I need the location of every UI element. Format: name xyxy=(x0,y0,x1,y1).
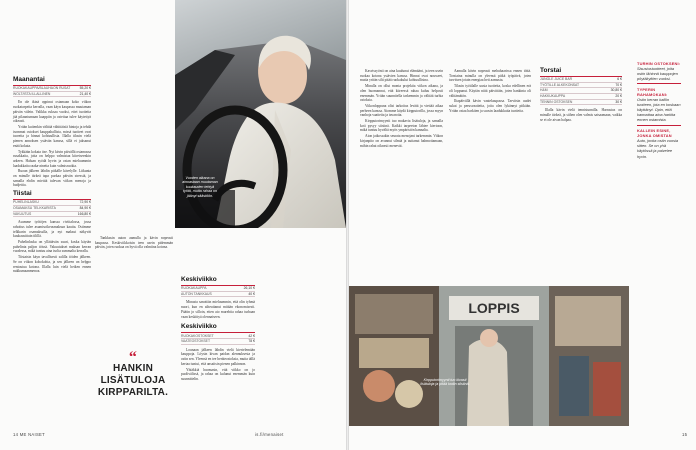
section-rule xyxy=(13,85,91,86)
left-column-1 xyxy=(13,78,91,275)
section-title-tuesday: Tiistai xyxy=(13,190,32,198)
section-rule xyxy=(181,332,255,333)
photo-woman-in-car xyxy=(175,0,346,228)
quote-mark-icon: “ xyxy=(128,349,138,366)
body-paragraph: Ruoan jälkeen lähdin pitkälle kävelylle. Liikunta on minulle tärkeä tapa purkaa päivän stressiä, ja samalla ehdin miettiä tulevan viikon menoja ja budjettia. xyxy=(13,169,91,188)
section-title-wednesday-2: Keskiviikko xyxy=(181,323,217,331)
body-paragraph: Puhelinlasku on yllättävän suuri, koska käytän puhelinta paljon töissä. Vakuutukset maksan kerran vuodessa, mikä tuntuu aina isolta summalta kerralla. xyxy=(13,240,91,254)
price-row: PUHELINLASKU 72,90 € xyxy=(13,200,91,205)
right-column-3 xyxy=(540,69,622,123)
footer-page-number-left: 14 ME NAISET xyxy=(13,432,45,437)
price-row: RUOKAKAUPPA 26,10 € xyxy=(181,286,255,291)
sidebar-label: KALLEIN ESINE, JONKA OMISTAN xyxy=(637,128,672,139)
sidebar-label: TYPERIN RAHAMOKANI: xyxy=(637,86,668,97)
body-paragraph: Lounaan jälkeen lähdin vielä kiertelemään kauppoja. Löysin kivan paidan alennuksesta ja ostin sen. Yleensä en tee heräteostoksia, mutta tällä kertaa tuntui, että ansaitsin pienen palkinnon. xyxy=(181,347,255,366)
body-paragraph: Tankkasin auton aamulla ja kävin nopeasti kaupassa. Keskiviikkoisin teen usein pidemmän päivän, joten ruokaa on hyvä olla valmiina kotona. xyxy=(95,236,173,250)
section-title-monday: Maanantai xyxy=(13,76,45,83)
body-paragraph: Minusta sanottiin mieluummin, että olin tyhmä nuori, kun en aiheuttanut mitään ekonomisesti. Päätin jo silloin, etten aio murehtia rahaa turhaan vaan keskittyä olennaiseen. xyxy=(181,300,255,319)
price-row: TYÖTILLE ALKEKONSAT 70 € xyxy=(540,82,622,87)
left-column-3 xyxy=(181,236,255,383)
price-row: JUNGLE JUICE BAR 6 € xyxy=(540,77,622,82)
price-row: AUTON TANKKAUS 40 € xyxy=(181,291,255,296)
price-row: HAKKUKAUPPA 20 € xyxy=(540,94,622,99)
section-rule xyxy=(181,285,255,286)
body-paragraph: Kirpputorimyynti tuo mukavia lisätuloja, ja samalla koti pysyy siistinä. Kaikki tarpeeton lähtee kiertoon, mikä tuntuu hyvältä myös ympäristön kannalta. xyxy=(360,119,443,133)
body-paragraph: Viikonloppuna olisi tarkoitus levätä ja viettää aikaa perheen kanssa. Aiomme käydä kirpputorilla, jossa myyn vanhoja vaatteita ja tavaroita. xyxy=(360,103,443,118)
body-paragraph: Iltapäivällä kävin vaatekaupassa. Tarvitsin uudet sukat ja perusvaatteita, joita olen lykännyt pitkään. Yritän ostaa harkiten ja suosin laadukkaita tuotteita. xyxy=(449,99,531,113)
pull-quote xyxy=(95,349,171,399)
body-paragraph: Tykkään kokata itse. Nyt kävin päivällä ostamassa rusakkaita, joita on helppo valmistaa kiireiseenkin arkeen. Haluan syödä hyvin ja ostan mieluummin laadukkaita raaka-aineita kuin valmisruokia. xyxy=(13,149,91,168)
body-paragraph: Kasvissyönti on aina kuulunut elämääni, ja teen usein ruokaa kotona ystävien kanssa. Hinnat ovat nousseet, mutta yritän silti pitää ruokakulut kohtuullisina. xyxy=(360,69,443,83)
price-row: VAATEOSTOKSET 78 € xyxy=(181,339,255,344)
photo-illustration xyxy=(349,286,629,426)
footer-website: is.fi/menaiset xyxy=(255,432,284,437)
body-paragraph: Illalla kävin vielä tennistunnilla. Harrastus on minulle tärkeä, ja siihen olen valmis satsaamaan, vaikka se ei ole aivan halpaa. xyxy=(540,108,622,122)
body-paragraph: Yhtäkkiä huomasin, että viikko on jo puolivälissä, ja rahaa on kulunut enemmän kuin suunnittelin. xyxy=(181,367,255,381)
section-title-thursday: Torstai xyxy=(540,67,562,74)
price-row: RUOKAKOSTOKSET 42 € xyxy=(181,333,255,338)
body-paragraph: En ole ikinä oppinut ostamaan koko viikon ruokatarpeita kerralla, vaan käyn kaupassa muutaman päivän välein. Valikka ruksaa vuoksi, ettei tuotteita jää pilaantumaan kaappiin ja ostettua tulee käytettyä oikeasti. xyxy=(13,100,91,124)
sidebar-text: Auto, jonka ostin vuosia sitten. Se on yhä käytössä ja palvelee hyvin. xyxy=(637,138,679,159)
body-paragraph: Aion jatkossakin seurata menojani tarkemmin. Viikon kirjanpito on avannut silmiä ja auttanut hahmottamaan, mihin rahat oikeasti menevät. xyxy=(360,134,443,148)
body-paragraph: Yritän kuitenkin välttää vähittäisiä hintoja ja tehdä isommat ostokset kauppahallista, missä tuotteet ovat tuoreita ja hinnat kohtuullisia. Illalla tilasin vielä pienen annoksen ystävän kanssa, sillä ei jaksanut enää kokata. xyxy=(13,125,91,148)
pull-quote-text: HANKIN LISÄTULOJA KIRPPARILTA. xyxy=(97,363,169,398)
body-paragraph: Aamulla kävin nopeasti mehubaarissa ennen töitä. Torstaina minulla on yleensä pitkä työpäivä, joten tarvitsen jotain energiaa heti aamusta. xyxy=(449,69,531,83)
sidebar-facts xyxy=(637,61,681,159)
body-paragraph: Minulla on ollut monta projektia viikon aikana, ja olen huomannut, että kiireessä rahaa kuluu helposti enemmän. Yritän suunnitella tarkemmin ja välttää turhia ostoksia. xyxy=(360,84,443,103)
right-page xyxy=(349,0,696,450)
body-paragraph: Tilasin työtilalle uusia tuotteita, koska edellinen erä oli loppunut. Käytän niitä päivittäin, joten hankinta oli välttämätön. xyxy=(449,84,531,98)
right-column-2 xyxy=(449,69,531,114)
sidebar-label: TURHIN OSTOKSENI: xyxy=(637,61,681,66)
body-paragraph: Asumme työtöjen kanssa riviitalossa, jossa rahoitus tulee asumisoikeusmaksun kautta. Ostimme telkkarin osamaksulla, ja nyt maksut näkyvät kuukausittain tilillä. xyxy=(13,220,91,239)
price-row: H&M 30,80 € xyxy=(540,88,622,93)
right-column-1 xyxy=(360,69,443,149)
price-row: OSAMAKSU TELKKARISTA 84,90 € xyxy=(13,206,91,211)
sidebar-text: Sisustustuotteet, joita ostin lähinnä kauppojen pöytäkyltien vuoksi. xyxy=(637,66,678,82)
section-title-wednesday: Keskiviikko xyxy=(181,276,217,283)
photo-flea-market xyxy=(349,286,629,426)
footer-page-number-right: 15 xyxy=(682,432,688,437)
sidebar-rule xyxy=(637,125,681,126)
sidebar-rule xyxy=(637,83,681,84)
photo-caption: Kirpputorimyynti tuo kivasti lisätuloja ja pitää kodin siistinä. xyxy=(420,378,470,387)
photo-caption: Vuoden aikana on ainoastaan muutaman kuukauden tehtyä työtä, mutta rahaa on jäänyt säästöön. xyxy=(182,176,218,198)
price-row: TENNIN OSTOKSEN 30 € xyxy=(540,99,622,104)
body-paragraph: Tiistaisin käyn tavallisesti salilla töiden jälkeen. Se on viikon kohokohta, ja sen jälkeen on helppo rentoutua kotona. Illalla luin vielä hetken ennen nukkumaanmenoa. xyxy=(13,255,91,274)
section-rule xyxy=(540,76,622,77)
price-row: VAKUUTUS 166,80 € xyxy=(13,211,91,216)
left-column-2 xyxy=(95,236,173,251)
price-row: RUOKAKAUPPA/BLAUHAON RUSAT 55,20 € xyxy=(13,86,91,91)
left-page xyxy=(0,0,346,450)
section-rule xyxy=(13,199,91,200)
svg-text:LOPPIS: LOPPIS xyxy=(468,300,520,316)
price-row: WOLT/ISTA ILLALLINEN 21,40 € xyxy=(13,91,91,96)
sidebar-text: Ostin kerran kalliin tuotteen, jota en koskaan käyttänyt. Opin, että kannattaa aina harkita ennen ostamista. xyxy=(637,97,681,123)
